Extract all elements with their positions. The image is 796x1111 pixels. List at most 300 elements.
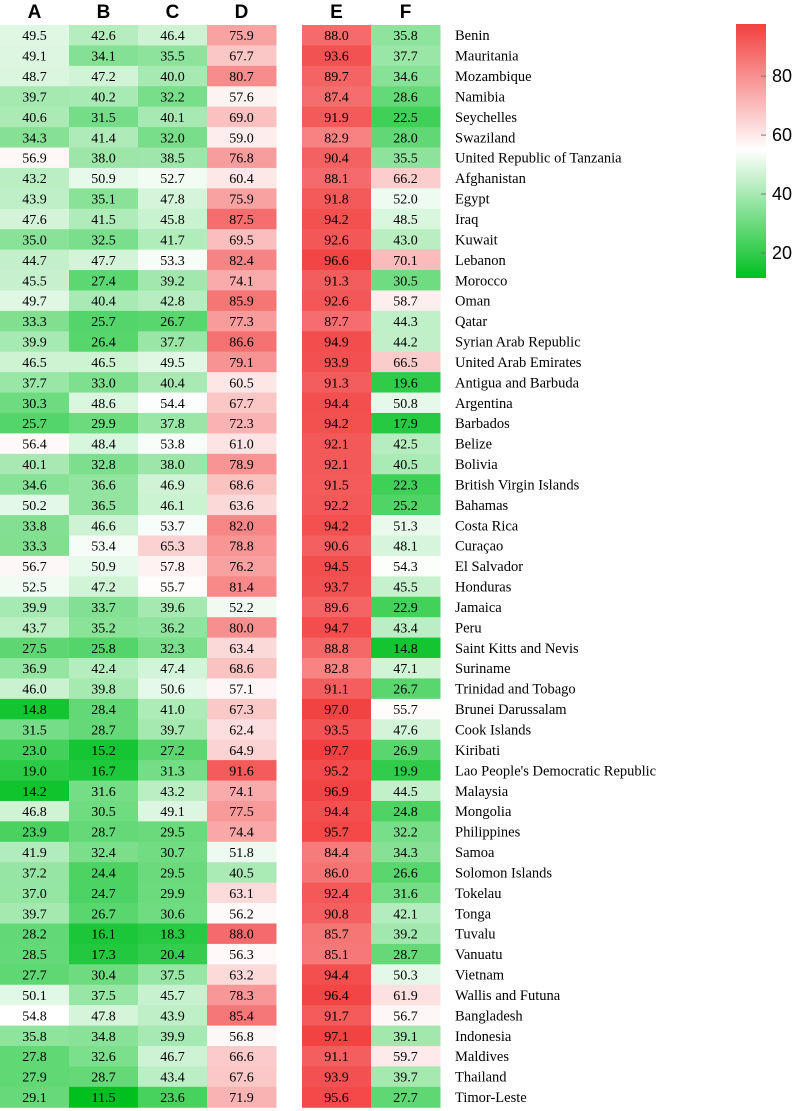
cell-value-label: 91.3 [324,376,349,392]
cell-value-label: 78.3 [229,988,254,1004]
row-label: Kiribati [455,742,501,759]
cell-value-label: 91.9 [324,110,349,126]
cell-value-label: 32.8 [91,458,116,474]
column-header-a: A [27,2,42,23]
row-label: Lao People's Democratic Republic [455,763,657,780]
cell-value-label: 91.8 [324,192,349,208]
cell-value-label: 31.5 [22,723,47,739]
cell-value-label: 43.9 [22,192,47,208]
cell-value-label: 29.5 [160,866,185,882]
cell-value-label: 53.7 [160,519,185,535]
cell-value-label: 22.5 [393,110,418,126]
cell-value-label: 58.7 [393,294,418,310]
cell-value-label: 32.6 [91,1050,116,1066]
cell-value-label: 34.3 [393,846,418,862]
row-label: Antigua and Barbuda [455,375,580,392]
cell-value-label: 85.1 [324,948,349,964]
cell-value-label: 23.0 [22,743,47,759]
cell-value-label: 30.7 [160,846,185,862]
cell-value-label: 53.8 [160,437,185,453]
cell-value-label: 90.4 [324,151,349,167]
cell-value-label: 40.4 [160,376,185,392]
cell-value-label: 84.4 [324,846,349,862]
cell-value-label: 47.2 [91,580,116,596]
cell-value-label: 52.5 [22,580,47,596]
cell-value-label: 94.4 [324,396,349,412]
row-label: Timor-Leste [455,1090,527,1107]
cell-value-label: 29.9 [91,417,116,433]
cell-value-label: 37.0 [22,886,47,902]
cell-value-label: 76.8 [229,151,254,167]
cell-value-label: 47.8 [160,192,185,208]
cell-value-label: 46.5 [91,355,116,371]
cell-value-label: 67.7 [229,396,254,412]
cell-value-label: 28.4 [91,703,116,719]
row-label: United Arab Emirates [455,354,582,371]
cell-value-label: 80.0 [229,621,254,637]
colorbar [736,24,766,278]
cell-value-label: 46.5 [22,355,47,371]
cell-value-label: 16.7 [91,764,116,780]
cell-value-label: 16.1 [91,927,116,943]
cell-value-label: 93.6 [324,49,349,65]
cell-value-label: 47.2 [91,70,116,86]
cell-value-label: 15.2 [91,743,116,759]
cell-value-label: 85.7 [324,927,349,943]
cell-value-label: 30.6 [160,907,185,923]
cell-value-label: 91.3 [324,274,349,290]
cell-value-label: 27.2 [160,743,185,759]
cell-value-label: 66.5 [393,355,418,371]
cell-value-label: 80.7 [229,70,254,86]
cell-value-label: 49.5 [22,29,47,45]
cell-value-label: 85.4 [229,1009,254,1025]
cell-value-label: 44.7 [22,253,47,269]
colorbar-tick-label: 60 [772,125,793,146]
cell-value-label: 54.4 [160,396,185,412]
cell-value-label: 39.8 [91,682,116,698]
cell-value-label: 81.4 [229,580,254,596]
cell-value-label: 35.2 [91,621,116,637]
cell-value-label: 87.5 [229,212,254,228]
row-label: Syrian Arab Republic [455,334,581,351]
cell-value-label: 32.2 [393,825,418,841]
cell-value-label: 37.5 [91,988,116,1004]
cell-value-label: 88.0 [324,29,349,45]
cell-value-label: 93.7 [324,580,349,596]
row-label: Solomon Islands [455,865,553,882]
cell-value-label: 56.2 [229,907,254,923]
cell-value-label: 28.7 [91,825,116,841]
cell-value-label: 43.4 [393,621,418,637]
cell-value-label: 47.6 [22,212,47,228]
cell-value-label: 93.9 [324,355,349,371]
cell-value-label: 91.6 [229,764,254,780]
row-label: Iraq [455,211,479,228]
cell-value-label: 11.5 [91,1091,116,1107]
cell-value-label: 47.4 [160,662,185,678]
cell-value-label: 29.1 [22,1091,47,1107]
cell-value-label: 30.3 [22,396,47,412]
cell-value-label: 37.7 [393,49,418,65]
cell-value-label: 43.4 [160,1070,185,1086]
row-label: Samoa [455,845,495,862]
row-labels [455,28,656,1106]
cell-value-label: 48.4 [91,437,116,453]
cell-value-label: 33.0 [91,376,116,392]
cell-value-label: 46.1 [160,498,185,514]
cell-value-label: 38.0 [160,458,185,474]
cell-value-label: 32.5 [91,233,116,249]
cell-value-label: 94.7 [324,621,349,637]
row-label: Afghanistan [455,171,526,188]
cell-value-label: 17.9 [393,417,418,433]
cell-value-label: 75.9 [229,29,254,45]
cell-value-label: 92.1 [324,458,349,474]
cell-value-label: 97.1 [324,1029,349,1045]
cell-value-label: 41.4 [91,131,116,147]
cell-value-label: 94.4 [324,968,349,984]
cell-value-label: 25.7 [91,315,116,331]
cell-value-label: 87.7 [324,315,349,331]
cell-value-label: 22.9 [393,600,418,616]
cell-value-label: 70.1 [393,253,418,269]
cell-value-label: 66.6 [229,1050,254,1066]
cell-value-label: 39.7 [22,907,47,923]
cell-value-label: 39.7 [160,723,185,739]
row-label: Saint Kitts and Nevis [455,640,579,657]
cell-value-label: 47.6 [393,723,418,739]
cell-value-label: 91.5 [324,478,349,494]
cell-value-label: 55.7 [160,580,185,596]
cell-value-label: 46.9 [160,478,185,494]
cell-value-label: 43.2 [160,784,185,800]
cell-value-label: 37.8 [160,417,185,433]
cell-value-label: 72.3 [229,417,254,433]
cell-value-label: 94.4 [324,805,349,821]
cell-value-label: 40.5 [393,458,418,474]
cell-value-label: 96.9 [324,784,349,800]
cell-value-label: 50.6 [160,682,185,698]
cell-value-label: 19.9 [393,764,418,780]
cell-value-label: 40.6 [22,110,47,126]
cell-value-label: 42.8 [160,294,185,310]
cell-value-label: 42.1 [393,907,418,923]
cell-value-label: 40.5 [229,866,254,882]
cell-value-label: 47.8 [91,1009,116,1025]
cell-value-label: 41.5 [91,212,116,228]
cell-value-label: 94.2 [324,519,349,535]
cell-value-label: 57.8 [160,560,185,576]
cell-value-label: 82.4 [229,253,254,269]
cell-value-label: 45.8 [160,212,185,228]
cell-value-label: 60.5 [229,376,254,392]
cell-value-label: 68.6 [229,478,254,494]
cell-value-label: 39.6 [160,600,185,616]
cell-value-label: 44.3 [393,315,418,331]
cell-value-label: 34.8 [91,1029,116,1045]
row-label: Qatar [455,314,488,331]
cell-value-label: 23.6 [160,1091,185,1107]
cell-value-label: 50.8 [393,396,418,412]
cell-value-label: 43.9 [160,1009,185,1025]
cell-value-label: 26.7 [393,682,418,698]
cell-value-label: 40.1 [22,458,47,474]
cell-value-label: 37.7 [22,376,47,392]
cell-value-label: 35.1 [91,192,116,208]
cell-value-label: 71.9 [229,1091,254,1107]
cell-value-label: 35.5 [160,49,185,65]
cell-value-label: 74.4 [229,825,254,841]
cell-value-label: 52.2 [229,600,254,616]
row-label: British Virgin Islands [455,477,580,494]
cell-value-label: 27.9 [22,1070,47,1086]
column-headers [28,2,412,23]
cell-value-label: 40.0 [160,70,185,86]
cell-value-label: 49.1 [22,49,47,65]
cell-value-label: 27.7 [393,1091,418,1107]
cell-value-label: 95.6 [324,1091,349,1107]
cell-value-label: 39.7 [393,1070,418,1086]
cell-value-label: 67.3 [229,703,254,719]
row-label: Vietnam [455,967,505,984]
cell-value-label: 91.1 [324,682,349,698]
cell-value-label: 20.4 [160,948,185,964]
cell-value-label: 46.8 [22,805,47,821]
cell-value-label: 39.2 [160,274,185,290]
cell-value-label: 77.3 [229,315,254,331]
cell-value-label: 97.7 [324,743,349,759]
cell-value-label: 18.3 [160,927,185,943]
cell-value-label: 86.0 [324,866,349,882]
row-label: Wallis and Futuna [455,987,561,1004]
row-label: Curaçao [455,538,504,555]
cell-value-label: 14.8 [393,641,418,657]
cell-value-label: 97.0 [324,703,349,719]
cell-value-label: 28.7 [393,948,418,964]
row-label: Morocco [455,273,508,290]
cell-value-label: 92.2 [324,498,349,514]
cell-value-label: 41.7 [160,233,185,249]
cell-value-label: 43.7 [22,621,47,637]
cell-value-label: 27.8 [22,1050,47,1066]
row-label: Vanuatu [455,947,503,964]
cell-value-label: 41.0 [160,703,185,719]
cell-value-label: 67.6 [229,1070,254,1086]
cell-value-label: 30.4 [91,968,116,984]
cell-value-label: 27.4 [91,274,116,290]
row-label: Trinidad and Tobago [455,681,576,698]
cell-value-label: 49.5 [160,355,185,371]
cell-value-label: 33.3 [22,539,47,555]
row-label: El Salvador [455,559,524,576]
cell-value-label: 53.4 [91,539,116,555]
cell-value-label: 78.9 [229,458,254,474]
cell-value-label: 32.2 [160,90,185,106]
cell-value-label: 26.7 [160,315,185,331]
cell-value-label: 22.3 [393,478,418,494]
cell-value-label: 49.7 [22,294,47,310]
cell-value-label: 14.2 [22,784,47,800]
cell-value-label: 46.0 [22,682,47,698]
cell-value-label: 88.1 [324,172,349,188]
row-label: Philippines [455,824,521,841]
row-label: Mozambique [455,69,532,86]
row-label: Mongolia [455,804,512,821]
cell-value-label: 27.7 [22,968,47,984]
cell-value-label: 93.5 [324,723,349,739]
cell-value-label: 49.1 [160,805,185,821]
cell-value-label: 78.8 [229,539,254,555]
cell-value-label: 46.7 [160,1050,185,1066]
cell-value-label: 55.7 [393,703,418,719]
cell-value-label: 25.7 [22,417,47,433]
cell-value-label: 28.7 [91,1070,116,1086]
row-label: Indonesia [455,1028,512,1045]
cell-value-label: 39.9 [22,600,47,616]
cell-value-label: 26.9 [393,743,418,759]
cell-value-label: 69.0 [229,110,254,126]
cell-value-label: 69.5 [229,233,254,249]
cell-value-label: 89.7 [324,70,349,86]
row-label: Seychelles [455,109,518,126]
cell-value-label: 34.1 [91,49,116,65]
cell-value-label: 52.0 [393,192,418,208]
cell-value-label: 87.4 [324,90,349,106]
cell-value-label: 85.9 [229,294,254,310]
cell-value-label: 56.7 [22,560,47,576]
cell-value-label: 26.7 [91,907,116,923]
cell-value-label: 34.3 [22,131,47,147]
cell-value-label: 94.2 [324,417,349,433]
cell-value-label: 41.9 [22,846,47,862]
cell-value-label: 35.0 [22,233,47,249]
cell-value-label: 19.0 [22,764,47,780]
row-label: Costa Rica [455,518,519,535]
cell-value-label: 33.7 [91,600,116,616]
cell-value-label: 26.4 [91,335,116,351]
cell-value-label: 42.5 [393,437,418,453]
row-label: Suriname [455,661,511,678]
row-label: Peru [455,620,482,637]
cell-value-label: 23.9 [22,825,47,841]
cell-value-label: 39.1 [393,1029,418,1045]
column-header-e: E [330,2,343,23]
row-label: Swaziland [455,130,516,147]
cell-value-label: 95.7 [324,825,349,841]
cell-value-label: 39.9 [22,335,47,351]
row-label: Brunei Darussalam [455,702,567,719]
cell-value-label: 90.6 [324,539,349,555]
cell-value-label: 91.1 [324,1050,349,1066]
cell-value-label: 45.5 [22,274,47,290]
cell-value-label: 33.8 [22,519,47,535]
row-label: Benin [455,28,490,45]
row-label: Honduras [455,579,512,596]
cell-value-label: 30.5 [91,805,116,821]
cell-value-label: 28.0 [393,131,418,147]
cell-value-label: 50.2 [22,498,47,514]
cell-value-label: 89.6 [324,600,349,616]
cell-value-label: 47.7 [91,253,116,269]
cell-value-label: 45.7 [160,988,185,1004]
cell-value-label: 53.3 [160,253,185,269]
cell-value-label: 51.8 [229,846,254,862]
cell-value-label: 38.0 [91,151,116,167]
cell-value-label: 14.8 [22,703,47,719]
cell-value-label: 56.3 [229,948,254,964]
cell-value-label: 44.2 [393,335,418,351]
cell-value-label: 82.9 [324,131,349,147]
cell-value-label: 40.1 [160,110,185,126]
row-label: Cook Islands [455,722,532,739]
cell-value-label: 24.8 [393,805,418,821]
cell-value-label: 36.9 [22,662,47,678]
column-header-b: B [96,2,111,23]
column-header-c: C [165,2,180,23]
cell-value-label: 92.1 [324,437,349,453]
cell-value-label: 56.8 [229,1029,254,1045]
row-label: Barbados [455,416,510,433]
row-label: Oman [455,293,491,310]
row-label: Jamaica [455,599,502,616]
cell-value-label: 31.6 [393,886,418,902]
cell-value-label: 48.5 [393,212,418,228]
row-label: Argentina [455,395,513,412]
cell-value-label: 59.0 [229,131,254,147]
cell-value-label: 52.7 [160,172,185,188]
cell-value-label: 36.2 [160,621,185,637]
cell-value-label: 63.1 [229,886,254,902]
cell-value-label: 92.4 [324,886,349,902]
cell-value-label: 93.9 [324,1070,349,1086]
cell-value-label: 17.3 [91,948,116,964]
colorbar-legend [736,24,792,278]
cell-value-label: 61.0 [229,437,254,453]
cell-value-label: 77.5 [229,805,254,821]
cell-value-label: 44.5 [393,784,418,800]
cell-value-label: 35.8 [393,29,418,45]
cell-value-label: 29.9 [160,886,185,902]
heatmap-cells [0,25,441,1108]
cell-value-label: 42.6 [91,29,116,45]
cell-value-label: 50.9 [91,560,116,576]
cell-value-label: 48.7 [22,70,47,86]
cell-value-label: 25.2 [393,498,418,514]
cell-value-label: 60.4 [229,172,254,188]
cell-value-label: 90.8 [324,907,349,923]
cell-value-label: 26.6 [393,866,418,882]
cell-value-label: 82.0 [229,519,254,535]
cell-value-label: 74.1 [229,274,254,290]
row-label: Bolivia [455,457,498,474]
row-label: Tuvalu [455,926,496,943]
row-label: Mauritania [455,48,519,65]
cell-value-label: 25.8 [91,641,116,657]
cell-value-label: 31.5 [91,110,116,126]
cell-value-label: 28.7 [91,723,116,739]
cell-value-label: 96.6 [324,253,349,269]
cell-value-label: 47.1 [393,662,418,678]
cell-value-label: 39.2 [393,927,418,943]
cell-value-label: 86.6 [229,335,254,351]
row-label: Bangladesh [455,1008,523,1025]
cell-value-label: 54.8 [22,1009,47,1025]
cell-value-label: 31.3 [160,764,185,780]
column-header-d: D [234,2,249,23]
cell-value-label: 40.4 [91,294,116,310]
cell-value-label: 56.4 [22,437,47,453]
